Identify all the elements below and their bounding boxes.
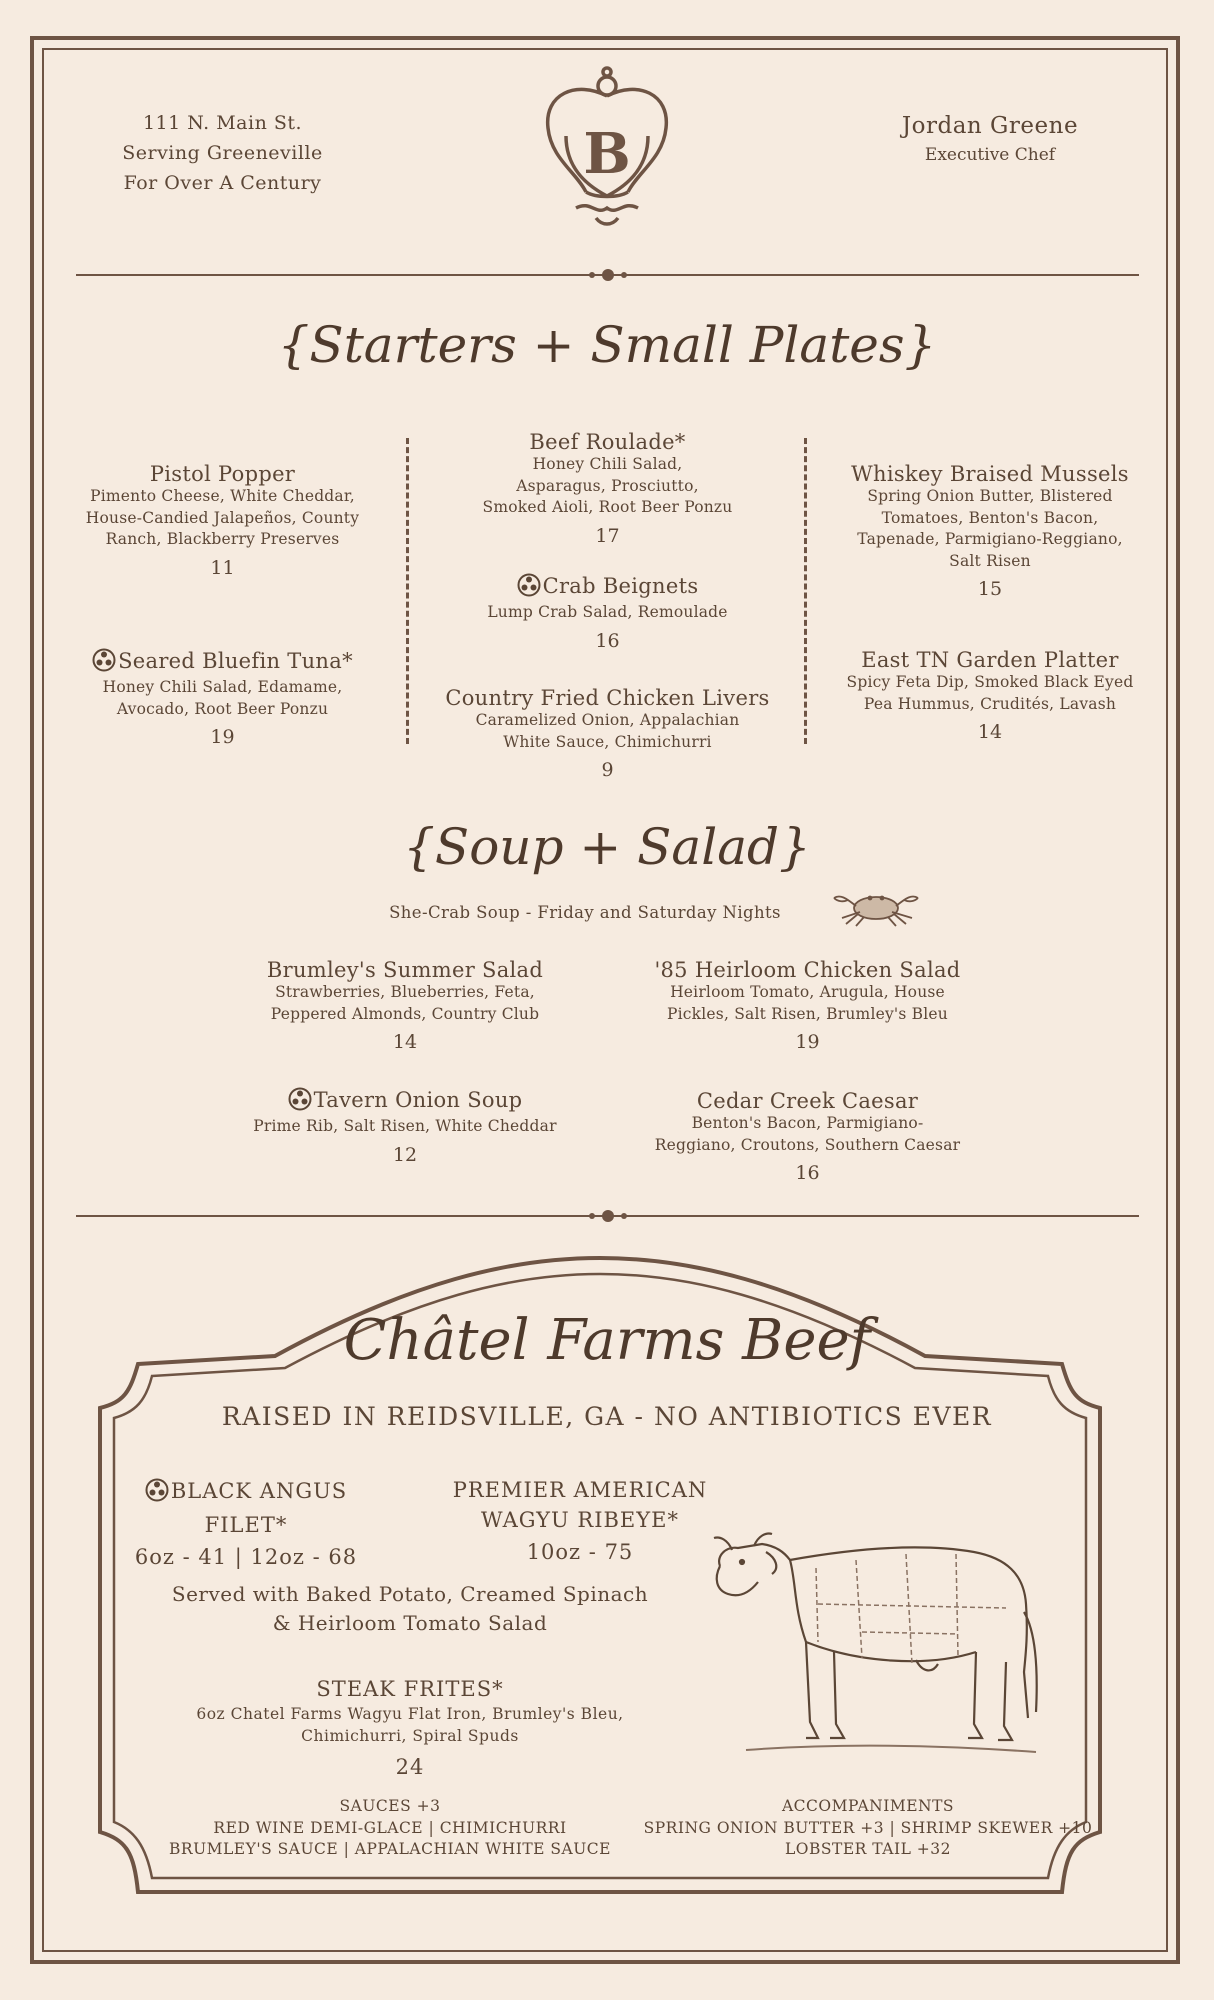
- soup-salad-title: {Soup + Salad}: [403, 818, 811, 876]
- accompaniments-line: SPRING ONION BUTTER +3 | SHRIMP SKEWER +10: [643, 1818, 1093, 1837]
- menu-item: [836, 462, 1144, 600]
- desc-line: Honey Chili Salad, Edamame,: [102, 678, 343, 696]
- desc-line: Strawberries, Blueberries, Feta,: [275, 983, 535, 1001]
- address-line: 111 N. Main St.: [142, 112, 303, 134]
- item-price: 24: [395, 1755, 425, 1779]
- crab-illustration: [828, 884, 924, 928]
- menu-item: [630, 958, 985, 1053]
- menu-item: [230, 958, 580, 1053]
- item-name: Whiskey Braised Mussels: [851, 462, 1129, 486]
- column-divider: [804, 438, 807, 744]
- item-name: East TN Garden Platter: [861, 648, 1119, 672]
- desc-line: Honey Chili Salad,: [532, 455, 683, 473]
- item-desc: [836, 486, 1144, 572]
- item-desc: [630, 982, 985, 1025]
- item-desc: [440, 454, 775, 519]
- menu-item: [630, 1089, 985, 1184]
- desc-line: Lump Crab Salad, Remoulade: [487, 603, 728, 621]
- cow-illustration: [706, 1512, 1042, 1764]
- tennessee-tristar-icon: [92, 648, 116, 677]
- menu-item: [430, 686, 785, 781]
- chef-name: Jordan Greene: [901, 113, 1079, 139]
- she-crab-note: She-Crab Soup - Friday and Saturday Nights: [389, 903, 781, 922]
- desc-line: Benton's Bacon, Parmigiano-: [691, 1114, 924, 1132]
- item-name-row: [440, 573, 775, 602]
- desc-line: Pimento Cheese, White Cheddar,: [90, 487, 355, 505]
- beef-item: [150, 1677, 670, 1779]
- address-line: Serving Greeneville: [122, 142, 323, 164]
- item-desc: [836, 672, 1144, 715]
- item-desc: [440, 602, 775, 624]
- item-price: 9: [601, 759, 614, 781]
- desc-line: Salt Risen: [949, 551, 1031, 570]
- item-name: Crab Beignets: [542, 574, 699, 598]
- beef-item: [430, 1478, 730, 1564]
- item-desc: [230, 982, 580, 1025]
- desc-line: Tomatoes, Benton's Bacon,: [881, 508, 1099, 527]
- menu-item: [215, 1087, 595, 1166]
- desc-line: Smoked Aioli, Root Beer Ponzu: [482, 498, 733, 516]
- desc-line: Avocado, Root Beer Ponzu: [116, 699, 329, 718]
- item-name: WAGYU RIBEYE*: [481, 1508, 679, 1532]
- item-desc: [70, 677, 375, 720]
- chef-title: Executive Chef: [924, 145, 1056, 165]
- menu-item: [70, 648, 375, 748]
- item-price: 12: [392, 1143, 418, 1166]
- sauces-line: BRUMLEY'S SAUCE | APPALACHIAN WHITE SAUCE: [169, 1840, 611, 1858]
- item-name: Beef Roulade*: [529, 430, 686, 454]
- item-price: 19: [210, 726, 235, 748]
- item-name: Country Fried Chicken Livers: [445, 686, 770, 710]
- item-name: STEAK FRITES*: [316, 1677, 504, 1701]
- desc-line: Tapenade, Parmigiano-Reggiano,: [857, 530, 1123, 548]
- item-name: Seared Bluefin Tuna*: [118, 649, 353, 673]
- item-price: 10oz - 75: [526, 1540, 634, 1564]
- served-line: & Heirloom Tomato Salad: [272, 1611, 548, 1635]
- restaurant-address: [90, 108, 355, 198]
- item-price: 6oz - 41 | 12oz - 68: [134, 1545, 358, 1569]
- item-price: 17: [595, 524, 620, 547]
- desc-line: Caramelized Onion, Appalachian: [475, 711, 740, 729]
- brumleys-logo: [536, 66, 678, 230]
- item-price: 16: [795, 1162, 820, 1184]
- item-name: Tavern Onion Soup: [313, 1088, 523, 1112]
- item-desc: [215, 1116, 595, 1138]
- item-desc: [150, 1704, 670, 1747]
- desc-line: Reggiano, Croutons, Southern Caesar: [654, 1135, 961, 1154]
- item-name: PREMIER AMERICAN: [452, 1478, 708, 1502]
- tennessee-tristar-icon: [288, 1087, 312, 1116]
- accompaniments-line: LOBSTER TAIL +32: [785, 1840, 951, 1858]
- item-price: 16: [595, 629, 620, 652]
- address-line: For Over A Century: [123, 172, 322, 194]
- desc-line: Asparagus, Prosciutto,: [516, 476, 699, 495]
- item-name: FILET*: [204, 1513, 288, 1537]
- desc-line: Ranch, Blackberry Preserves: [105, 530, 340, 548]
- item-price: 11: [210, 556, 235, 579]
- sauces-list: [150, 1796, 630, 1861]
- desc-line: Pickles, Salt Risen, Brumley's Bleu: [667, 1004, 948, 1023]
- menu-item: [440, 573, 775, 652]
- served-line: Served with Baked Potato, Creamed Spinach: [171, 1582, 649, 1606]
- item-name: BLACK ANGUS: [170, 1479, 348, 1503]
- sauces-line: RED WINE DEMI-GLACE | CHIMICHURRI: [213, 1818, 567, 1837]
- item-name: Brumley's Summer Salad: [266, 958, 544, 982]
- menu-item: [70, 462, 375, 579]
- tennessee-tristar-icon: [145, 1478, 169, 1507]
- beef-title: Châtel Farms Beef: [343, 1308, 871, 1373]
- menu-item: [836, 648, 1144, 743]
- item-price: 15: [977, 578, 1003, 600]
- item-desc: [630, 1113, 985, 1156]
- section-divider: [76, 1209, 1139, 1223]
- item-name-row: [215, 1087, 595, 1116]
- sauces-heading: SAUCES +3: [339, 1797, 441, 1815]
- desc-line: Prime Rib, Salt Risen, White Cheddar: [253, 1117, 557, 1135]
- desc-line: Spring Onion Butter, Blistered: [867, 487, 1113, 505]
- starters-title: {Starters + Small Plates}: [277, 316, 937, 374]
- accompaniments-list: [640, 1796, 1096, 1861]
- desc-line: Chimichurri, Spiral Spuds: [301, 1726, 519, 1745]
- desc-line: Spicy Feta Dip, Smoked Black Eyed: [846, 673, 1134, 691]
- item-price: 14: [392, 1031, 418, 1053]
- desc-line: Pea Hummus, Crudités, Lavash: [863, 694, 1117, 713]
- item-name-row: [70, 648, 375, 677]
- desc-line: Heirloom Tomato, Arugula, House: [670, 983, 945, 1001]
- item-price: 19: [795, 1031, 820, 1053]
- item-name-row: [128, 1478, 364, 1507]
- desc-line: Peppered Almonds, Country Club: [270, 1004, 540, 1023]
- beef-subtitle: RAISED IN REIDSVILLE, GA - NO ANTIBIOTICS EVER: [221, 1402, 993, 1431]
- item-desc: [70, 486, 375, 551]
- section-divider: [76, 268, 1139, 282]
- beef-item: [128, 1478, 364, 1569]
- accompaniments-heading: ACCOMPANIMENTS: [781, 1797, 955, 1815]
- item-price: 14: [977, 721, 1003, 743]
- item-name: Cedar Creek Caesar: [696, 1089, 919, 1113]
- item-name: Pistol Popper: [149, 462, 296, 486]
- served-with-note: [150, 1580, 670, 1638]
- item-desc: [430, 710, 785, 753]
- column-divider: [406, 438, 409, 744]
- desc-line: 6oz Chatel Farms Wagyu Flat Iron, Brumley's Bleu,: [196, 1705, 624, 1723]
- logo-letter: B: [583, 121, 631, 187]
- tennessee-tristar-icon: [517, 573, 541, 602]
- desc-line: House-Candied Jalapeños, County: [85, 508, 360, 527]
- item-name: '85 Heirloom Chicken Salad: [654, 958, 961, 982]
- desc-line: White Sauce, Chimichurri: [503, 732, 712, 751]
- menu-item: [440, 430, 775, 547]
